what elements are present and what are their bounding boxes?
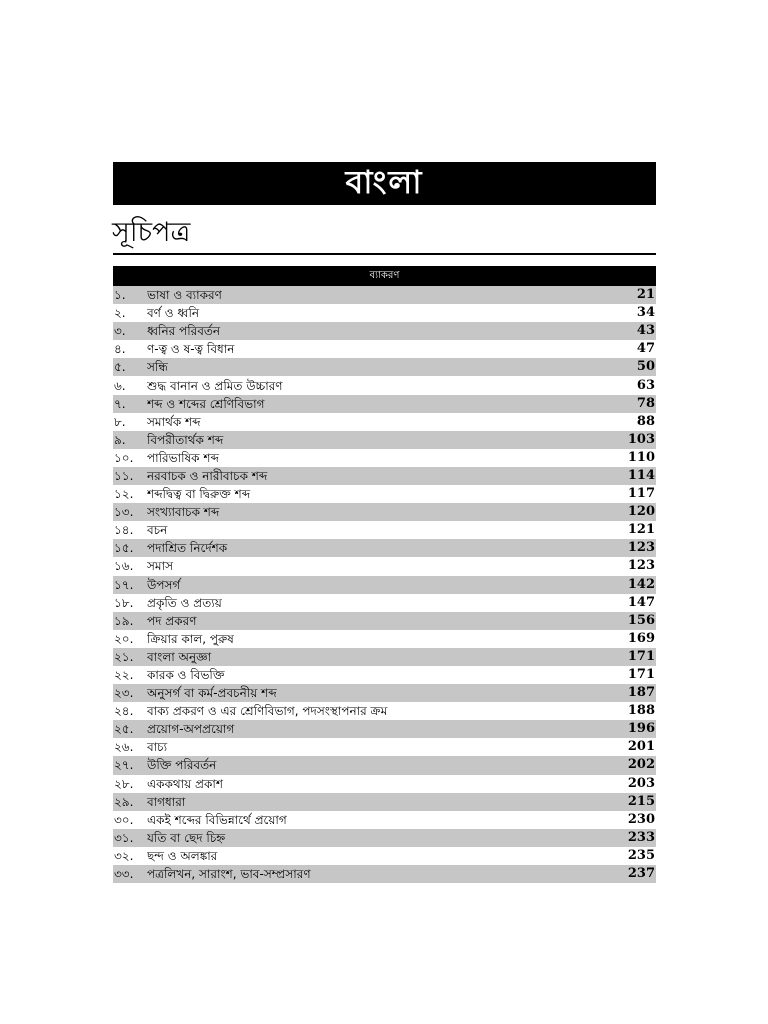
toc-entry-topic: যতি বা ছেদ চিহ্ন <box>147 830 226 845</box>
toc-entry-page: 88 <box>636 413 655 429</box>
toc-entry-page: 21 <box>636 287 655 303</box>
toc-entry-page: 78 <box>636 395 655 411</box>
toc-entry-number: ২৮. <box>114 776 134 791</box>
toc-entry-number: ১৩. <box>114 505 134 520</box>
toc-row <box>113 847 656 865</box>
toc-entry-number: ৩৩. <box>114 867 134 882</box>
toc-entry-topic: সংখ্যাবাচক শব্দ <box>147 505 220 520</box>
toc-table <box>113 266 656 883</box>
toc-heading-rule <box>113 253 656 255</box>
toc-entry-number: ১০. <box>114 450 134 465</box>
toc-row <box>113 521 656 539</box>
toc-entry-topic: বাক্য প্রকরণ ও এর শ্রেণিবিভাগ, পদসংস্থাপনার ক্রম <box>147 704 388 719</box>
toc-row <box>113 775 656 793</box>
toc-row <box>113 467 656 485</box>
toc-entry-number: ২. <box>114 306 126 321</box>
toc-entry-page: 235 <box>627 847 655 863</box>
toc-entry-page: 110 <box>627 449 655 465</box>
toc-entry-number: ২৭. <box>114 758 134 773</box>
toc-entry-topic: প্রকৃতি ও প্রত্যয় <box>147 595 222 610</box>
toc-entry-topic: বর্ণ ও ধ্বনি <box>147 306 200 321</box>
toc-row <box>113 865 656 883</box>
toc-entry-number: ৬. <box>114 378 126 393</box>
toc-row <box>113 557 656 575</box>
toc-row <box>113 738 656 756</box>
toc-entry-page: 43 <box>636 323 655 339</box>
toc-row <box>113 811 656 829</box>
toc-entry-page: 121 <box>627 522 655 538</box>
toc-entry-page: 171 <box>627 648 655 664</box>
toc-entry-topic: সমাস <box>147 559 173 574</box>
toc-entry-topic: পারিভাষিক শব্দ <box>147 450 219 465</box>
toc-entry-page: 188 <box>627 703 655 719</box>
title-banner <box>113 162 656 205</box>
toc-row <box>113 702 656 720</box>
toc-entry-number: ২২. <box>114 668 134 683</box>
toc-entry-number: ১৬. <box>114 559 134 574</box>
toc-entry-number: ১১. <box>114 468 134 483</box>
toc-entry-page: 114 <box>627 467 655 483</box>
toc-entry-number: ২৪. <box>114 704 134 719</box>
toc-entry-topic: ণ-ত্ব ও ষ-ত্ব বিধান <box>147 342 235 357</box>
toc-entry-topic: কারক ও বিভক্তি <box>147 668 225 683</box>
toc-entry-number: ২৫. <box>114 722 134 737</box>
toc-entry-topic: ধ্বনির পরিবর্তন <box>147 324 221 339</box>
toc-entry-number: ৩. <box>114 324 126 339</box>
toc-entry-topic: প্রয়োগ-অপপ্রয়োগ <box>147 722 235 737</box>
toc-row <box>113 322 656 340</box>
toc-entry-topic: একই শব্দের বিভিন্নার্থে প্রয়োগ <box>147 812 287 827</box>
toc-entry-topic: পদাশ্রিত নির্দেশক <box>147 541 228 556</box>
toc-entry-page: 230 <box>627 811 655 827</box>
toc-row <box>113 413 656 431</box>
toc-entry-number: ৫. <box>114 360 126 375</box>
toc-row <box>113 793 656 811</box>
section-header-label: ব্যাকরণ <box>369 269 400 281</box>
toc-entry-page: 171 <box>627 667 655 683</box>
book-title: বাংলা <box>345 162 424 201</box>
toc-entry-topic: শব্দদ্বিত্ব বা দ্বিরুক্ত শব্দ <box>147 487 251 502</box>
toc-entry-topic: উক্তি পরিবর্তন <box>147 758 217 773</box>
toc-entry-page: 142 <box>627 576 655 592</box>
toc-entry-topic: বিপরীতার্থক শব্দ <box>147 432 224 447</box>
toc-entry-number: ১২. <box>114 487 134 502</box>
toc-row <box>113 684 656 702</box>
toc-entry-page: 169 <box>627 630 655 646</box>
toc-row <box>113 666 656 684</box>
toc-entry-topic: বাগধারা <box>147 794 186 809</box>
toc-row <box>113 304 656 322</box>
toc-entry-number: ২৯. <box>114 794 134 809</box>
toc-heading: সূচিপত্র <box>112 217 191 248</box>
toc-entry-topic: এককথায় প্রকাশ <box>147 776 223 791</box>
toc-entry-page: 187 <box>627 685 655 701</box>
section-header <box>113 266 656 286</box>
toc-entry-topic: উপসর্গ <box>147 577 181 592</box>
toc-row <box>113 720 656 738</box>
toc-entry-page: 156 <box>627 612 655 628</box>
toc-entry-number: ৮. <box>114 414 126 429</box>
toc-entry-topic: বাংলা অনুজ্ঞা <box>147 649 212 664</box>
toc-entry-number: ১৮. <box>114 595 134 610</box>
toc-entry-page: 201 <box>627 739 655 755</box>
toc-entry-page: 215 <box>627 793 655 809</box>
toc-entry-number: ১৭. <box>114 577 134 592</box>
toc-entry-number: ২১. <box>114 649 134 664</box>
toc-entry-number: ৪. <box>114 342 126 357</box>
toc-entry-topic: সমার্থক শব্দ <box>147 414 201 429</box>
toc-row <box>113 594 656 612</box>
toc-row <box>113 286 656 304</box>
toc-row <box>113 648 656 666</box>
toc-entry-page: 117 <box>627 486 655 502</box>
toc-entry-topic: অনুসর্গ বা কর্ম-প্রবচনীয় শব্দ <box>147 686 277 701</box>
toc-row <box>113 756 656 774</box>
toc-entry-page: 50 <box>636 359 655 375</box>
toc-row <box>113 576 656 594</box>
toc-entry-topic: ছন্দ ও অলঙ্কার <box>147 848 218 863</box>
toc-entry-number: ৭. <box>114 396 126 411</box>
toc-entry-number: ৩০. <box>114 812 134 827</box>
toc-entry-number: ৩১. <box>114 830 134 845</box>
toc-entry-topic: শব্দ ও শব্দের শ্রেণিবিভাগ <box>147 396 265 411</box>
toc-entry-page: 196 <box>627 721 655 737</box>
toc-entry-page: 103 <box>627 431 655 447</box>
toc-entry-number: ১৪. <box>114 523 134 538</box>
toc-entry-number: ২৩. <box>114 686 134 701</box>
toc-row <box>113 485 656 503</box>
toc-entry-number: ২৬. <box>114 740 134 755</box>
toc-row <box>113 431 656 449</box>
toc-entry-number: ১. <box>114 288 126 303</box>
toc-entry-topic: পদ প্রকরণ <box>147 613 197 628</box>
toc-entry-page: 123 <box>627 558 655 574</box>
toc-entry-topic: সন্ধি <box>147 360 168 375</box>
toc-entry-page: 237 <box>627 866 655 882</box>
toc-row <box>113 503 656 521</box>
toc-entry-topic: ভাষা ও ব্যাকরণ <box>147 288 222 303</box>
toc-entry-page: 147 <box>627 594 655 610</box>
toc-entry-page: 34 <box>636 305 655 321</box>
toc-row <box>113 395 656 413</box>
toc-entry-page: 233 <box>627 829 655 845</box>
toc-entry-page: 63 <box>636 377 655 393</box>
toc-row <box>113 630 656 648</box>
toc-entry-topic: নরবাচক ও নারীবাচক শব্দ <box>147 468 268 483</box>
toc-row <box>113 376 656 394</box>
toc-entry-number: ১৯. <box>114 613 134 628</box>
toc-entry-page: 123 <box>627 540 655 556</box>
toc-entry-number: ১৫. <box>114 541 134 556</box>
toc-entry-topic: ক্রিয়ার কাল, পুরুষ <box>147 631 234 646</box>
toc-entry-topic: বচন <box>147 523 168 538</box>
toc-entry-page: 203 <box>627 775 655 791</box>
toc-entry-number: ৯. <box>114 432 126 447</box>
toc-row <box>113 449 656 467</box>
toc-row <box>113 358 656 376</box>
toc-entry-topic: পত্রলিখন, সারাংশ, ভাব-সম্প্রসারণ <box>147 867 311 882</box>
toc-entry-topic: শুদ্ধ বানান ও প্রমিত উচ্চারণ <box>147 378 283 393</box>
toc-entry-topic: বাচ্য <box>147 740 168 755</box>
toc-entry-number: ২০. <box>114 631 134 646</box>
toc-entry-page: 120 <box>627 504 655 520</box>
toc-rows <box>113 286 656 883</box>
toc-row <box>113 340 656 358</box>
toc-entry-number: ৩২. <box>114 848 134 863</box>
toc-entry-page: 202 <box>627 757 655 773</box>
toc-row <box>113 829 656 847</box>
toc-entry-page: 47 <box>636 341 655 357</box>
toc-row <box>113 539 656 557</box>
toc-row <box>113 612 656 630</box>
